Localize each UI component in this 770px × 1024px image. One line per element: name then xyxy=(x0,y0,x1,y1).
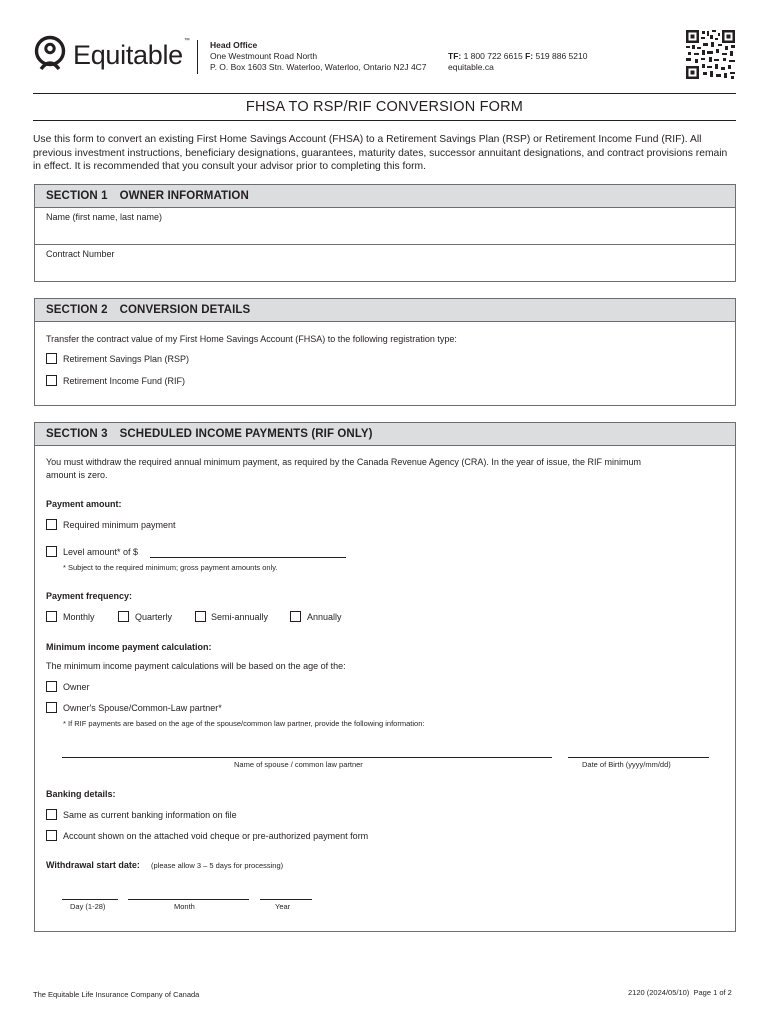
rif-label: Retirement Income Fund (RIF) xyxy=(63,376,186,386)
section-title: OWNER INFORMATION xyxy=(119,190,249,202)
section-number: SECTION 3 xyxy=(46,428,108,440)
month-input[interactable] xyxy=(128,899,249,900)
equitable-logo xyxy=(33,35,190,75)
spouse-name-input[interactable] xyxy=(62,757,552,758)
header-rule xyxy=(33,93,736,94)
withdrawal-start-note: (please allow 3 – 5 days for processing) xyxy=(151,861,284,870)
equitable-logo-icon xyxy=(33,35,67,75)
owner-checkbox[interactable] xyxy=(46,681,57,692)
spouse-dob-caption: Date of Birth (yyyy/mm/dd) xyxy=(582,760,671,769)
fax-label: F: xyxy=(525,51,534,61)
brand-name: Equitable xyxy=(73,39,183,70)
tf-number: 1 800 722 6615 xyxy=(463,51,523,61)
section-scheduled-income-payments xyxy=(34,422,736,932)
head-office-address xyxy=(210,40,427,73)
office-label: Head Office xyxy=(210,40,258,50)
spouse-name-caption: Name of spouse / common law partner xyxy=(234,760,363,769)
day-caption: Day (1-28) xyxy=(70,902,106,911)
name-field[interactable] xyxy=(35,208,735,245)
year-input[interactable] xyxy=(260,899,312,900)
level-amount-input[interactable] xyxy=(150,557,346,558)
tf-label: TF: xyxy=(448,51,462,61)
banking-details-label: Banking details: xyxy=(46,789,116,799)
monthly-label: Monthly xyxy=(63,612,95,622)
banking-attached-checkbox[interactable] xyxy=(46,830,57,841)
semi-annually-label: Semi-annually xyxy=(211,612,269,622)
year-caption: Year xyxy=(275,902,291,911)
form-code: 2120 (2024/05/10) xyxy=(628,988,690,997)
name-field-label: Name (first name, last name) xyxy=(46,212,163,222)
intro-text: Use this form to convert an existing First Home Savings Account (FHSA) to a Retirement Savings Plan (RSP) or Retirement Income Fund (RIF). All previous investment instructions, beneficiary designations, guarantees, maturity dates, successor annuitant designations, and contract provisions remain in effect. It is recommended that you consult your advisor prior to completing this form. xyxy=(33,134,728,172)
quarterly-label: Quarterly xyxy=(135,612,173,622)
trademark-symbol: ™ xyxy=(183,38,190,44)
banking-same-checkbox[interactable] xyxy=(46,809,57,820)
quarterly-checkbox[interactable] xyxy=(118,611,129,622)
required-minimum-label: Required minimum payment xyxy=(63,520,176,530)
contract-number-label: Contract Number xyxy=(46,249,115,259)
required-minimum-checkbox[interactable] xyxy=(46,519,57,530)
section-header xyxy=(35,423,735,446)
head-office-contact xyxy=(448,51,587,73)
section-number: SECTION 2 xyxy=(46,304,108,316)
day-input[interactable] xyxy=(62,899,118,900)
footer-company: The Equitable Life Insurance Company of Canada xyxy=(33,990,200,999)
fax-number: 519 886 5210 xyxy=(535,51,588,61)
website-link[interactable]: equitable.ca xyxy=(448,62,494,72)
withdrawal-start-label: Withdrawal start date: xyxy=(46,860,140,870)
rsp-checkbox[interactable] xyxy=(46,353,57,364)
banking-same-label: Same as current banking information on file xyxy=(63,810,237,820)
level-amount-checkbox[interactable] xyxy=(46,546,57,557)
title-rule xyxy=(33,120,736,121)
contract-number-field[interactable] xyxy=(35,245,735,282)
address-line2: P. O. Box 1603 Stn. Waterloo, Waterloo, Ontario N2J 4C7 xyxy=(210,62,427,72)
annually-checkbox[interactable] xyxy=(290,611,301,622)
payment-frequency-label: Payment frequency: xyxy=(46,591,133,601)
owner-label: Owner xyxy=(63,682,90,692)
page-title: FHSA TO RSP/RIF CONVERSION FORM xyxy=(245,99,524,115)
spouse-checkbox[interactable] xyxy=(46,702,57,713)
barcode-icon xyxy=(685,29,736,80)
banking-attached-label: Account shown on the attached void cheque or pre-authorized payment form xyxy=(63,831,369,841)
spouse-label: Owner's Spouse/Common-Law partner* xyxy=(63,703,222,713)
section-title: SCHEDULED INCOME PAYMENTS (RIF ONLY) xyxy=(119,428,373,440)
rif-checkbox[interactable] xyxy=(46,375,57,386)
semi-annually-checkbox[interactable] xyxy=(195,611,206,622)
section-conversion-details xyxy=(34,298,736,406)
section-header xyxy=(35,299,735,322)
cra-notice-line2: amount is zero. xyxy=(46,470,108,480)
section-number: SECTION 1 xyxy=(46,190,108,202)
spouse-dob-input[interactable] xyxy=(568,757,709,758)
monthly-checkbox[interactable] xyxy=(46,611,57,622)
payment-amount-label: Payment amount: xyxy=(46,499,122,509)
annually-label: Annually xyxy=(307,612,342,622)
section-header xyxy=(35,185,735,208)
footer-page-info xyxy=(628,988,732,997)
level-amount-note: * Subject to the required minimum; gross payment amounts only. xyxy=(63,563,278,572)
level-amount-label: Level amount* of $ xyxy=(63,547,139,557)
section-title: CONVERSION DETAILS xyxy=(119,304,251,316)
header-divider xyxy=(197,40,198,74)
page-number: Page 1 of 2 xyxy=(693,988,732,997)
conversion-instruction: Transfer the contract value of my First Home Savings Account (FHSA) to the following registration type: xyxy=(46,334,457,344)
spouse-note: * If RIF payments are based on the age of the spouse/common law partner, provide the following information: xyxy=(63,719,425,728)
minimum-calculation-text: The minimum income payment calculations will be based on the age of the: xyxy=(46,661,346,671)
minimum-calculation-label: Minimum income payment calculation: xyxy=(46,642,212,652)
address-line1: One Westmount Road North xyxy=(210,51,318,61)
cra-notice-line1: You must withdraw the required annual minimum payment, as required by the Canada Revenue Agency (CRA). In the year of issue, the RIF minimum xyxy=(46,457,641,467)
month-caption: Month xyxy=(174,902,195,911)
rsp-label: Retirement Savings Plan (RSP) xyxy=(63,354,190,364)
section-owner-information xyxy=(34,184,736,282)
